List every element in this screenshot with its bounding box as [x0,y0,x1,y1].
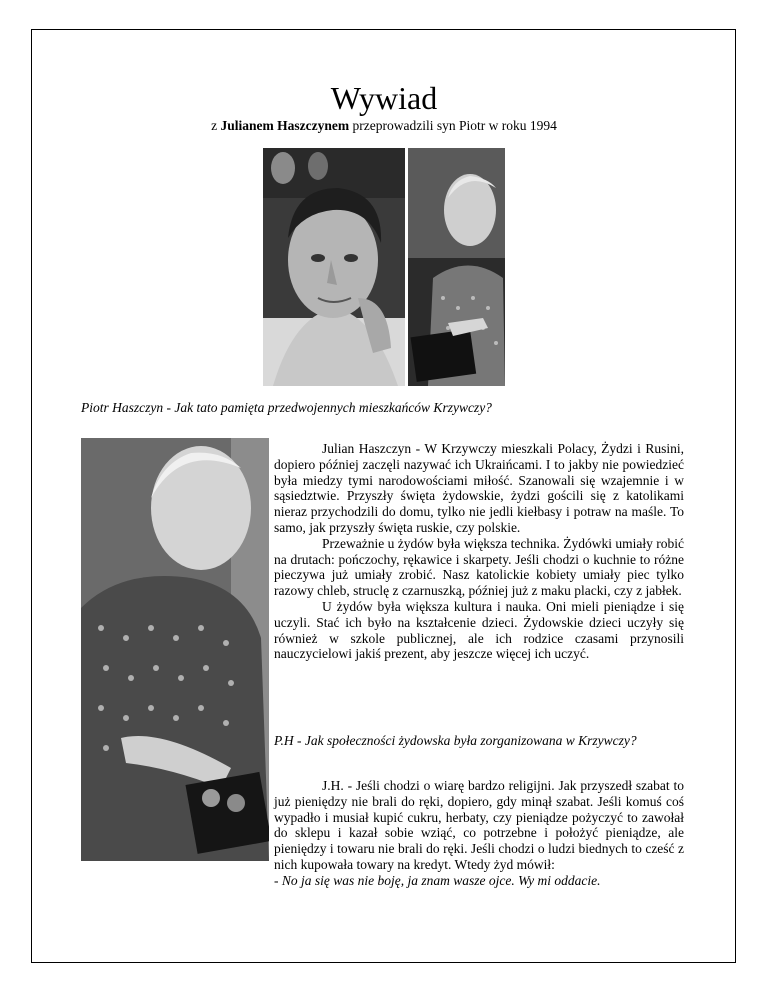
question-1: Piotr Haszczyn - Jak tato pamięta przedwojennych mieszkańców Krzywczy? [81,400,492,415]
subtitle-name: Julianem Haszczynem [220,118,350,133]
portrait-photo [263,148,405,386]
answer-1-paragraph-1: Julian Haszczyn - W Krzywczy mieszkali Polacy, Żydzi i Rusini, dopiero później zaczęli nazywać ich Ukraińcami. I to jakby nie powiedzieć była miedzy tymi narodowościami miłość. Szanowali się wzajemnie i w sąsiedztwie. Przyszły święta żydowskie, żydzi gościli się z katolikami nieraz przychodzili do domu, tylko nie jedli kiełbasy i potraw na maśle. To samo, jak przyszły święta ruskie, czy polskie. [274,441,684,535]
subtitle-suffix: przeprowadzili syn Piotr w roku 1994 [349,118,557,133]
answer-1 [274,441,684,662]
answer-1-paragraph-3: U żydów była większa kultura i nauka. Oni mieli pieniądze i się uczyli. Stać ich było na kształcenie dzieci. Żydowskie dzieci uczyły się również w szkole publicznej, ale ich rodzice czasami przynosili nauczycielowi jakiś prezent, aby jeszcze więcej ich uczyć. [274,598,684,662]
answer-1-paragraph-2: Przeważnie u żydów była większa technika. Żydówki umiały robić na drutach: pończochy, rękawice i skarpety. Jeśli chodzi o kuchnie to różne pieczywa już umiały zrobić. Nasz katolickie kobiety umiały piec tylko razowy chleb, struclę z czarnuszką, później już z maku placki, czy z jabłek. [274,535,684,599]
question-2: P.H - Jak społeczności żydowska była zorganizowana w Krzywczy? [274,733,637,748]
page-subtitle [0,118,768,134]
elderly-man-side-photo [81,438,269,861]
page-title: Wywiad [330,80,438,116]
answer-2-paragraph-1: J.H. - Jeśli chodzi o wiarę bardzo religijni. Jak przyszedł szabat to już pieniędzy nie brali do ręki, dopiero, gdy minął szabat. Jeśli komuś coś wypadło i musiał kupić cukru, herbaty, czy pieniądze pożyczyć to zawołał do sklepu i kazał sobie wziąć, co potrzebne i położyć pieniądze, ale pieniędzy i towaru nie brali do ręki. Jeśli chodzi o ludzi biednych to cześć z nich kupowała towary na kredyt. Wtedy żyd mówił: [274,778,684,872]
elderly-man-photo [408,148,505,386]
answer-2 [274,778,684,889]
answer-2-quote: - No ja się was nie boję, ja znam wasze ojce. Wy mi oddacie. [274,872,601,888]
subtitle-prefix: z [211,118,221,133]
